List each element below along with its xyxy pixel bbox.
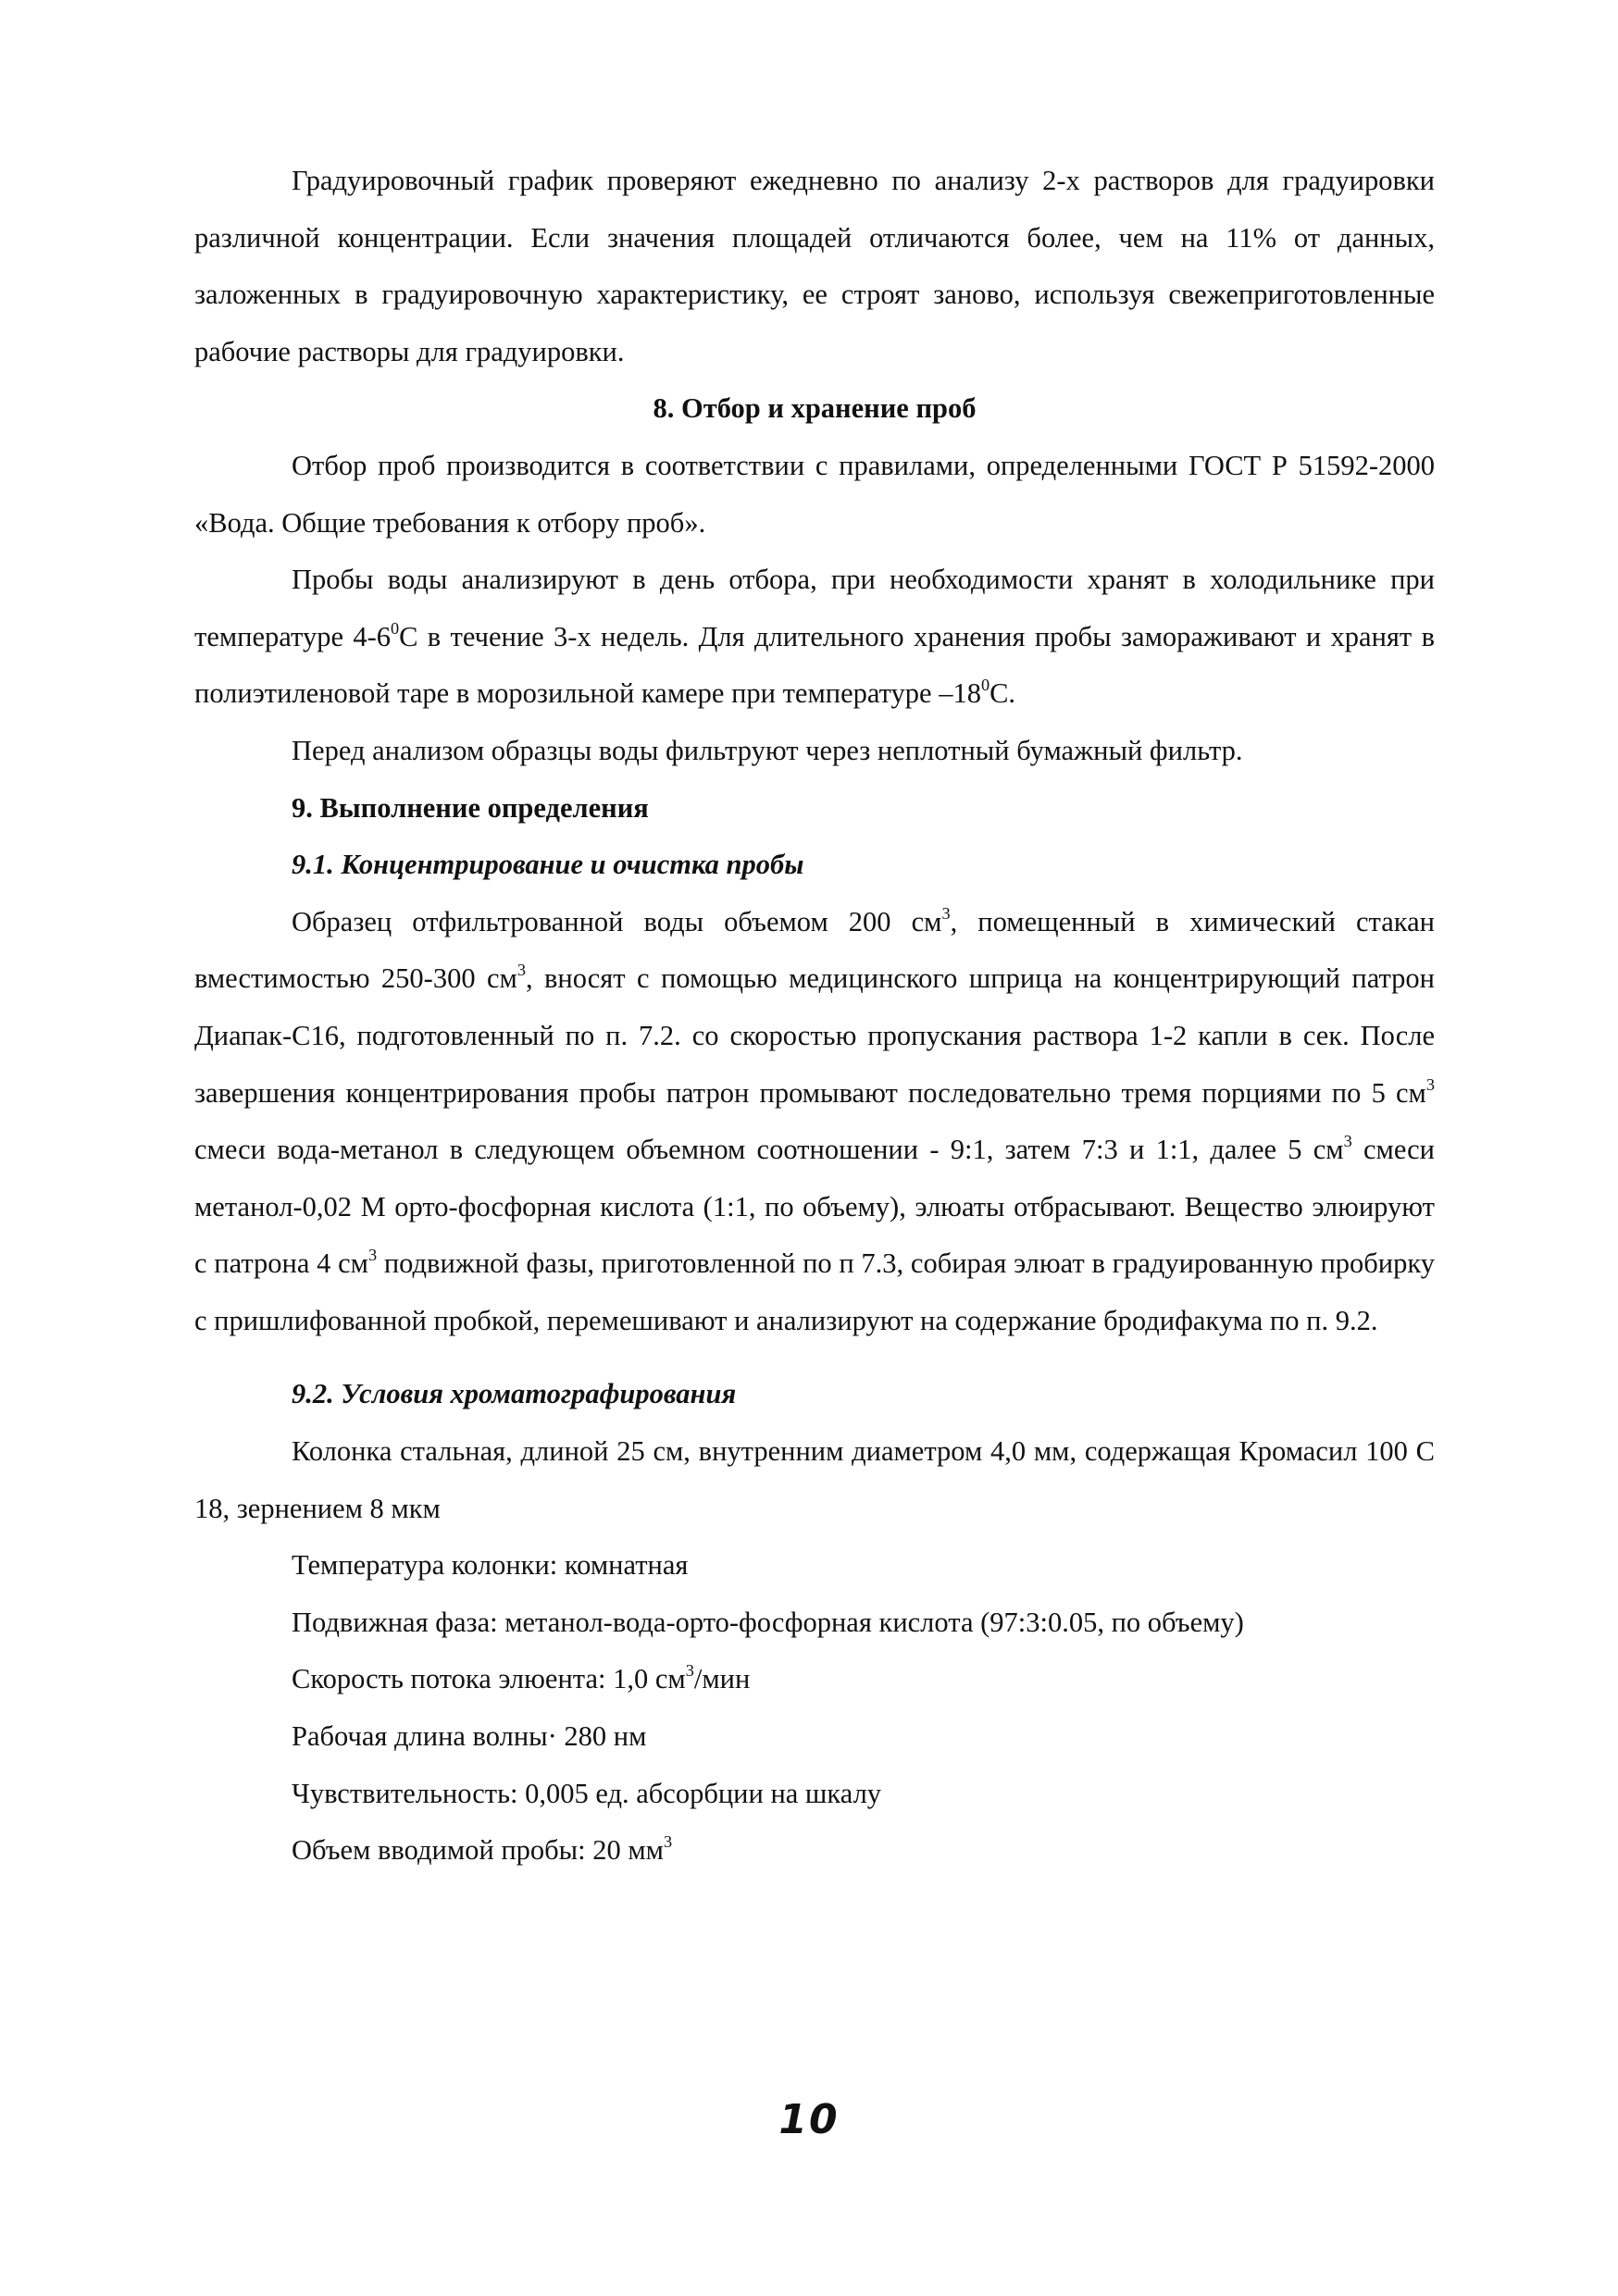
paragraph-storage [194,552,1435,723]
condition-mobile-phase: Подвижная фаза: метанол-вода-орто-фосфорная кислота (97:3:0.05, по объему) [292,1606,1244,1638]
condition-sensitivity: Чувствительность: 0,005 ед. абсорбции на шкалу [292,1777,882,1809]
condition-wavelength: Рабочая длина волны· 280 нм [292,1720,647,1753]
volume-text-a: Объем вводимой пробы: 20 мм [292,1834,664,1867]
concentration-text-e: смеси метанол-0,02 М орто-фосфорная кислота (1:1, по объему), элюаты отбрасывают. Вещество элюируют с патрона 4 см [194,1134,1435,1280]
storage-text-c: С. [989,677,1016,710]
flow-text-a: Скорость потока элюента: 1,0 см [292,1663,686,1695]
section-9-1-heading: 9.1. Концентрирование и очистка пробы [292,849,804,881]
concentration-text-c: , вносят с помощью медицинского шприца на концентрирующий патрон Диапак-С16, подготовленный по п. 7.2. со скоростью пропускания раствора 1-2 капли в сек. После завершения концентрирования пробы патрон промывают последовательно тремя порциями по 5 см [194,962,1435,1109]
concentration-text-a: Образец отфильтрованной воды объемом 200 см [292,905,942,937]
degree-superscript: 0 [390,618,400,638]
cubic-superscript: 3 [1425,1074,1435,1094]
concentration-text-b: , помещенный в химический стакан вместимостью 250-300 см [194,905,1435,995]
storage-text-b: С в течение 3-х недель. Для длительного хранения пробы замораживают и хранят в полиэтиленовой таре в морозильной камере при температуре –18 [194,620,1435,710]
condition-flow-rate [194,1651,1435,1708]
cubic-superscript: 3 [1343,1132,1352,1151]
paragraph-column: Колонка стальная, длиной 25 см, внутренним диаметром 4,0 мм, содержащая Кромасил 100 С 18, зернением 8 мкм [194,1435,1435,1524]
concentration-text-f: подвижной фазы, приготовленной по п 7.3, собирая элюат в градуированную пробирку с пришлифованной пробкой, перемешивают и анализируют на содержание бродифакума по п. 9.2. [194,1247,1435,1336]
section-8-heading: 8. Отбор и хранение проб [653,392,977,425]
cubic-superscript: 3 [685,1661,694,1681]
paragraph-concentration [194,894,1435,1350]
page-number: 10 [778,2096,840,2143]
paragraph-sampling: Отбор проб производится в соответствии с правилами, определенными ГОСТ Р 51592-2000 «Вода. Общие требования к отбору проб». [194,449,1435,539]
storage-text-a: Пробы воды анализируют в день отбора, при необходимости хранят в холодильнике при температуре 4-6 [194,564,1435,652]
flow-text-b: /мин [693,1663,751,1695]
page-content [194,153,1435,1880]
section-9-2-heading: 9.2. Условия хроматографирования [292,1378,737,1410]
concentration-text-d: смеси вода-метанол в следующем объемном соотношении - 9:1, затем 7:3 и 1:1, далее 5 см [194,1134,1344,1166]
condition-injection-volume [194,1822,1435,1880]
condition-temperature: Температура колонки: комнатная [292,1549,689,1582]
cubic-superscript: 3 [517,961,526,980]
cubic-superscript: 3 [367,1246,378,1265]
paragraph-calibration-check: Градуировочный график проверяют ежедневно по анализу 2-х растворов для градуировки различной концентрации. Если значения площадей отличаются более, чем на 11% от данных, заложенных в градуировочную характеристику, ее строят заново, используя свежеприготовленные рабочие растворы для градуировки. [194,165,1435,367]
cubic-superscript: 3 [663,1832,673,1852]
section-9-heading: 9. Выполнение определения [292,791,649,824]
paragraph-filtering: Перед анализом образцы воды фильтруют через неплотный бумажный фильтр. [292,734,1243,766]
cubic-superscript: 3 [941,903,951,923]
degree-superscript: 0 [980,676,990,695]
